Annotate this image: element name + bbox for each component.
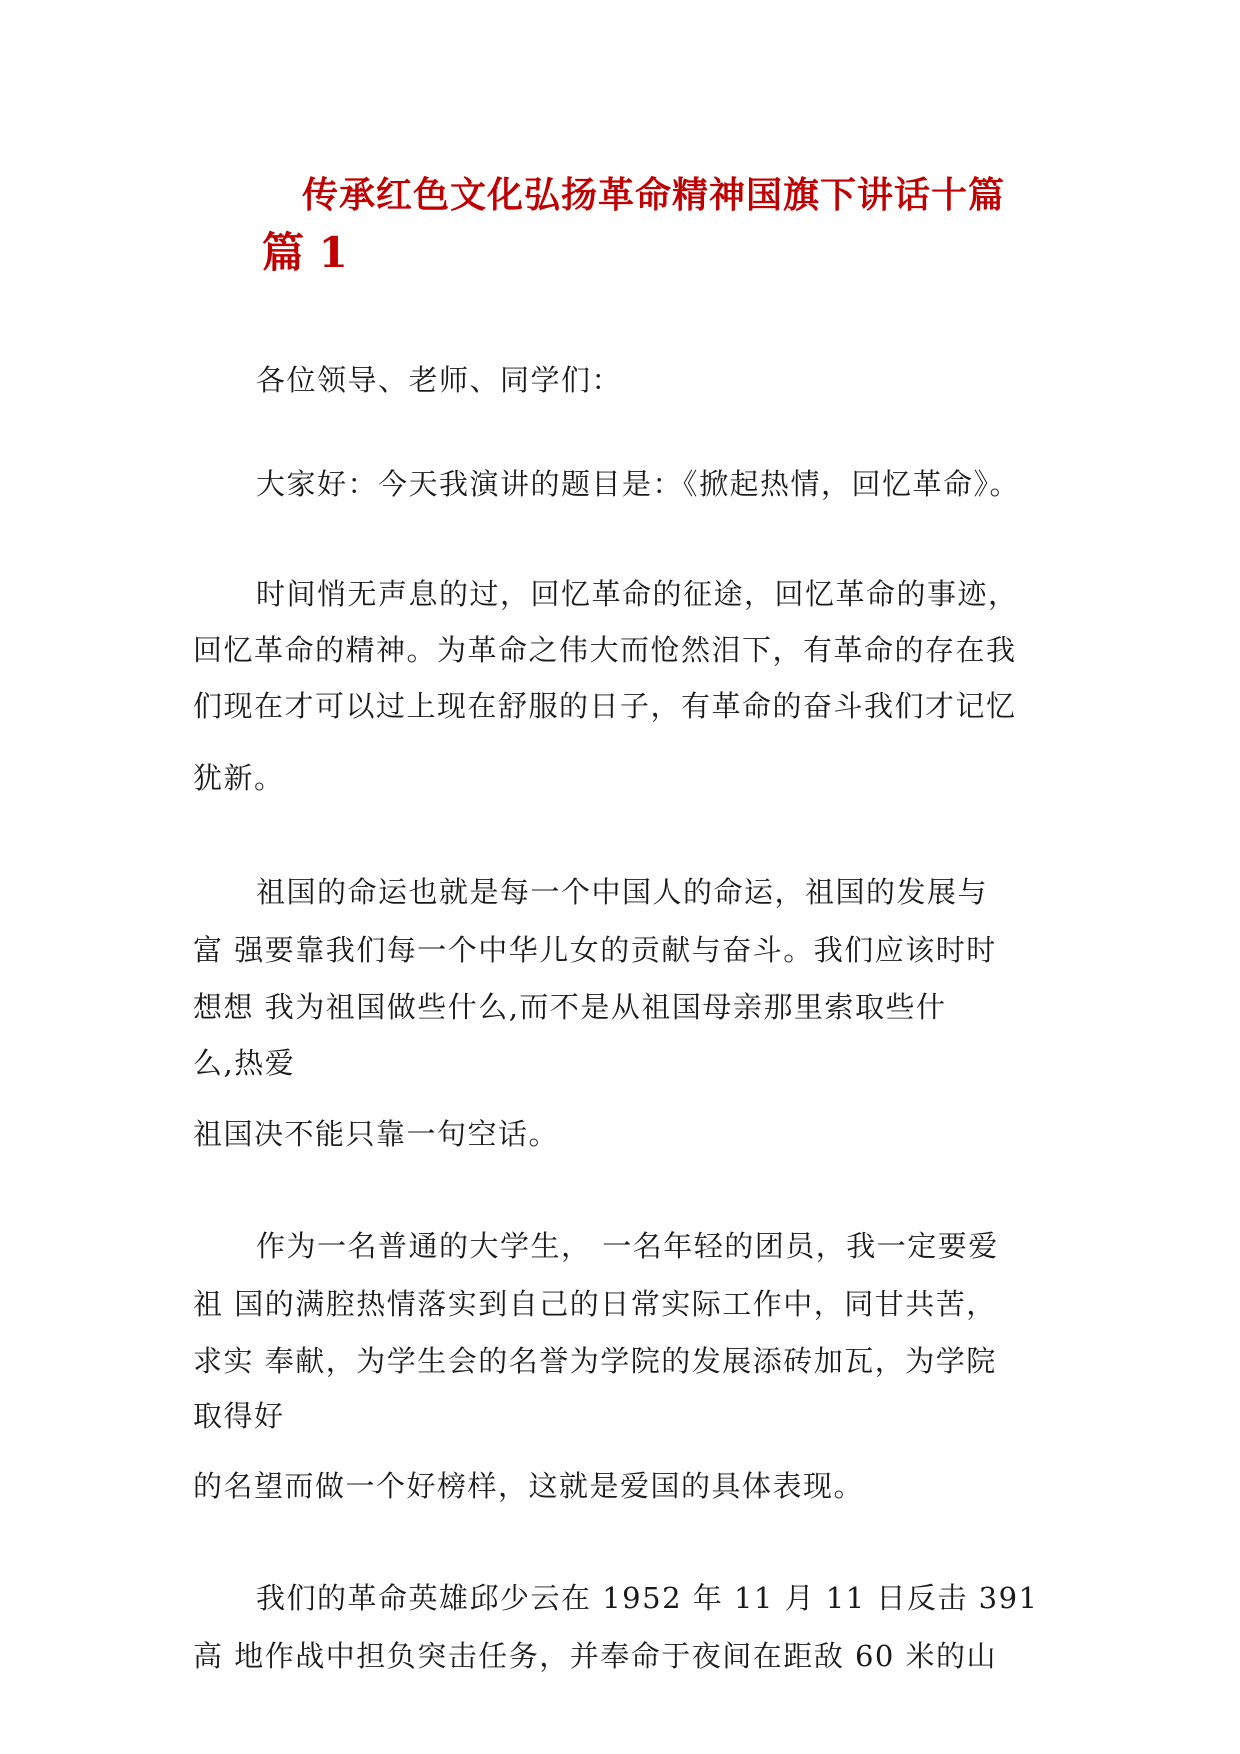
paragraph-4-line-4: 么,热爱 [193,1046,296,1080]
paragraph-3-line-1: 时间悄无声息的过，回忆革命的征途，回忆革命的事迹， [256,577,1019,611]
paragraph-5-line-2: 祖 国的满腔热情落实到自己的日常实际工作中，同甘共苦， [193,1287,997,1321]
paragraph-4-line-1: 祖国的命运也就是每一个中国人的命运，祖国的发展与 [256,875,989,909]
paragraph-greeting: 各位领导、老师、同学们： [256,363,623,397]
paragraph-3-line-4: 犹新。 [193,761,285,795]
paragraph-6-line-1: 我们的革命英雄邱少云在 1952 年 11 月 11 日反击 391 [256,1581,1039,1615]
paragraph-3-line-3: 们现在才可以过上现在舒服的日子，有革命的奋斗我们才记忆 [193,689,1017,723]
paragraph-4-line-3: 想想 我为祖国做些什么,而不是从祖国母亲那里索取些什 [193,990,947,1024]
paragraph-5-line-5: 的名望而做一个好榜样，这就是爱国的具体表现。 [193,1469,865,1503]
paragraph-6-line-2: 高 地作战中担负突击任务，并奉命于夜间在距敌 60 米的山 [193,1639,998,1673]
paragraph-5-line-4: 取得好 [193,1399,285,1433]
paragraph-intro: 大家好：今天我演讲的题目是：《掀起热情，回忆革命》。 [256,467,1021,501]
paragraph-5-line-3: 求实 奉献，为学生会的名誉为学院的发展添砖加瓦，为学院 [193,1344,997,1378]
paragraph-4-line-5: 祖国决不能只靠一句空话。 [193,1117,560,1151]
paragraph-3-line-2: 回忆革命的精神。为革命之伟大而怆然泪下，有革命的存在我 [193,633,1017,667]
paragraph-4-line-2: 富 强要靠我们每一个中华儿女的贡献与奋斗。我们应该时时 [193,933,997,967]
document-title: 传承红色文化弘扬革命精神国旗下讲话十篇 [302,174,1006,216]
section-heading: 篇 1 [262,228,348,277]
paragraph-5-line-1: 作为一名普通的大学生， 一名年轻的团员，我一定要爱 [256,1229,999,1263]
